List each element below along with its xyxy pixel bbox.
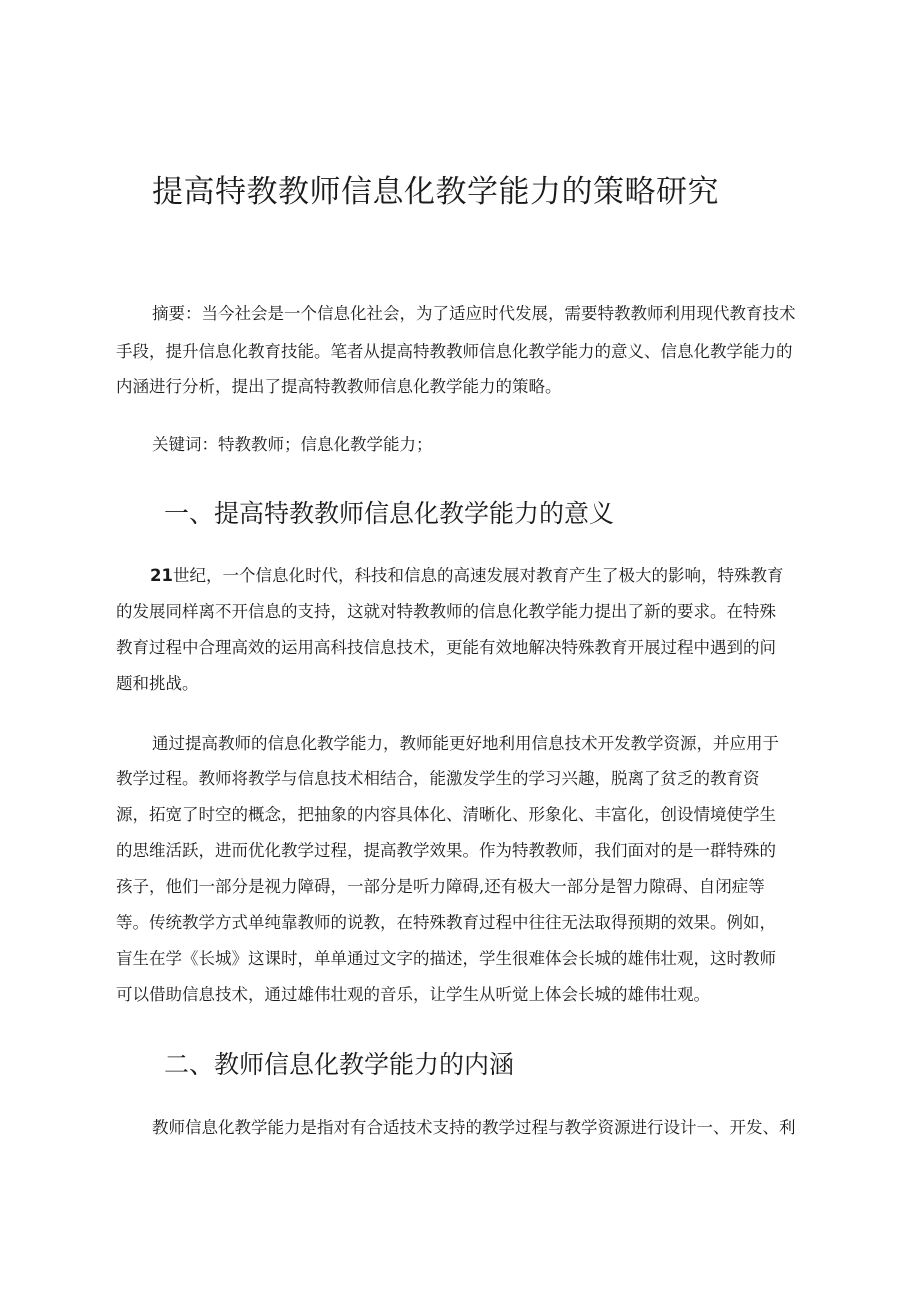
section-2-para-1-line-1: 教师信息化教学能力是指对有合适技术支持的教学过程与教学资源进行设计一、开发、利 — [152, 1118, 796, 1137]
section-1-para-2-line-8: 可以借助信息技术，通过雄伟壮观的音乐，让学生从听觉上体会长城的雄伟壮观。 — [116, 985, 710, 1004]
section-1-para-2-line-4: 的思维活跃，进而优化教学过程，提高教学效果。作为特教教师，我们面对的是一群特殊的 — [116, 841, 776, 860]
section-1-para-2-line-3: 源，拓宽了时空的概念，把抽象的内容具体化、清晰化、形象化、丰富化，创设情境使学生 — [116, 805, 776, 824]
section-1-para-2-line-1: 通过提高教师的信息化教学能力，教师能更好地利用信息技术开发教学资源，并应用于 — [152, 734, 779, 753]
century-number: 21 — [150, 566, 173, 585]
section-1-para-1-line-1 — [150, 565, 783, 587]
section-1-para-2-line-7: 盲生在学《长城》这课时，单单通过文字的描述，学生很难体会长城的雄伟壮观，这时教师 — [116, 949, 776, 968]
keywords: 关键词：特教教师；信息化教学能力； — [152, 435, 433, 454]
section-2-heading: 二、教师信息化教学能力的内涵 — [164, 1050, 515, 1079]
abstract-line-2: 手段，提升信息化教育技能。笔者从提高特教教师信息化教学能力的意义、信息化教学能力的 — [116, 342, 793, 361]
section-1-para-1-line-1-text: 世纪，一个信息化时代，科技和信息的高速发展对教育产生了极大的影响，特殊教育 — [172, 566, 784, 585]
abstract-line-3: 内涵进行分析，提出了提高特教教师信息化教学能力的策略。 — [116, 377, 562, 396]
section-1-heading: 一、提高特教教师信息化教学能力的意义 — [164, 499, 615, 528]
section-1-para-2-line-6: 等。传统教学方式单纯靠教师的说教，在特殊教育过程中往往无法取得预期的效果。例如， — [116, 913, 776, 932]
section-1-para-1-line-3: 教育过程中合理高效的运用高科技信息技术，更能有效地解决特殊教育开展过程中遇到的问 — [116, 638, 776, 657]
section-1-para-1-line-4: 题和挑战。 — [116, 674, 199, 693]
document-title: 提高特教教师信息化教学能力的策略研究 — [152, 174, 719, 210]
section-1-para-1-line-2: 的发展同样离不开信息的支持，这就对特教教师的信息化教学能力提出了新的要求。在特殊 — [116, 602, 776, 621]
section-1-para-2-line-2: 教学过程。教师将教学与信息技术相结合，能激发学生的学习兴趣，脱离了贫乏的教育资 — [116, 769, 760, 788]
section-1-para-2-line-5: 孩子，他们一部分是视力障碍，一部分是听力障碍,还有极大一部分是智力隙碍、自闭症等 — [116, 877, 765, 896]
abstract-line-1: 摘要：当今社会是一个信息化社会，为了适应时代发展，需要特教教师利用现代教育技术 — [152, 304, 796, 323]
